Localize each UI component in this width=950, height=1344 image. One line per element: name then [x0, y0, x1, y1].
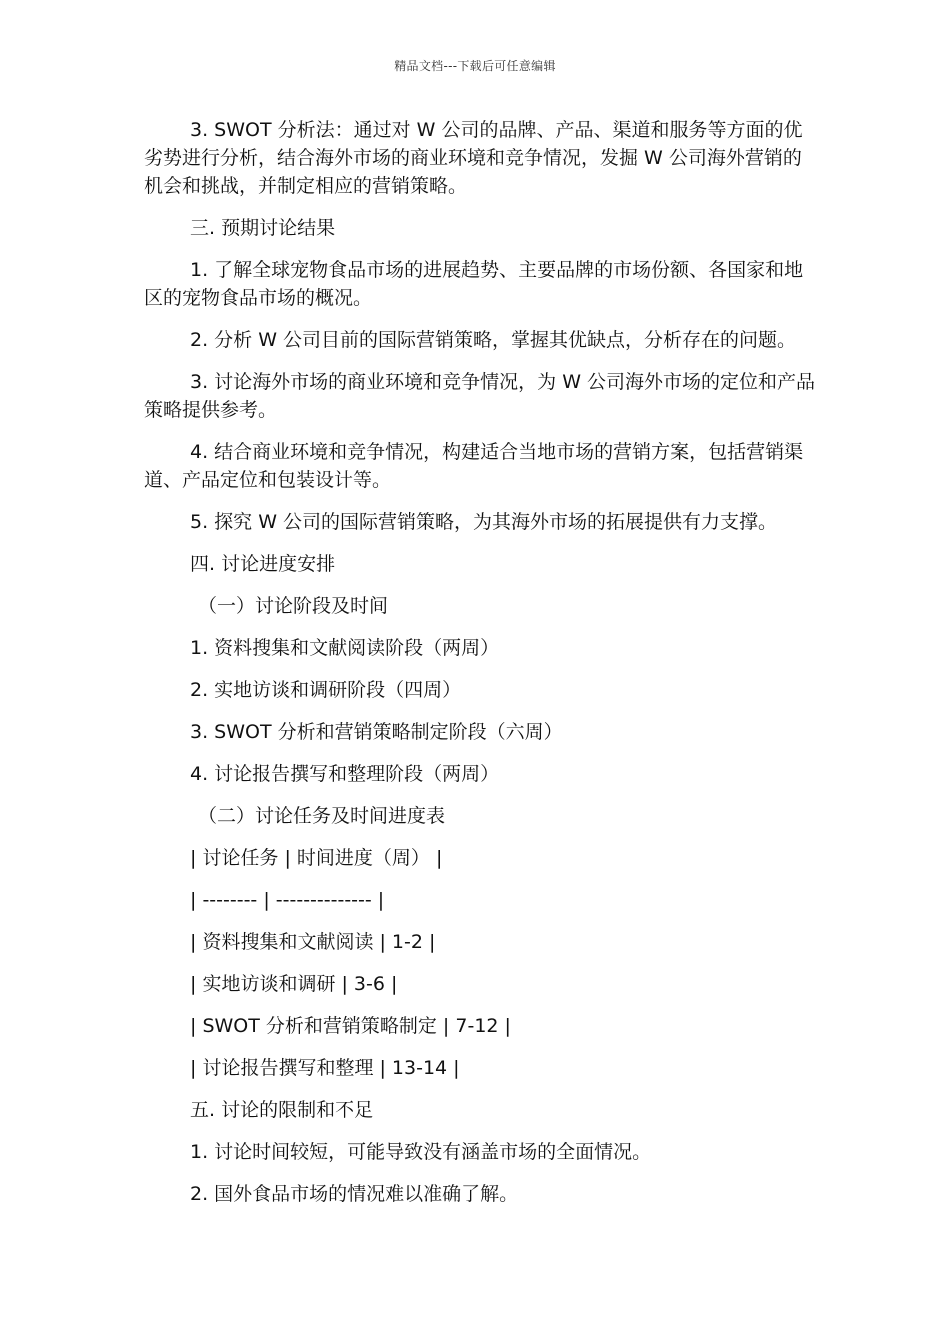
page-header: 精品文档---下载后可任意编辑	[394, 59, 556, 73]
subsection-heading-phases: （一）讨论阶段及时间	[198, 595, 389, 617]
paragraph-result-1: 1. 了解全球宠物食品市场的进展趋势、主要品牌的市场份额、各国家和地区的宠物食品市场的概况。	[144, 259, 804, 309]
document-body	[144, 116, 820, 1222]
section-heading-expected-results: 三. 预期讨论结果	[190, 217, 336, 239]
table-separator-row: | -------- | -------------- |	[190, 889, 385, 911]
paragraph-swot-method: 3. SWOT 分析法：通过对 W 公司的品牌、产品、渠道和服务等方面的优劣势进行分析，结合海外市场的商业环境和竞争情况，发掘 W 公司海外营销的机会和挑战，并制定相应的营销策略。	[144, 119, 803, 197]
section-heading-limitations: 五. 讨论的限制和不足	[190, 1099, 374, 1121]
paragraph-result-4: 4. 结合商业环境和竞争情况，构建适合当地市场的营销方案，包括营销渠道、产品定位和包装设计等。	[144, 441, 804, 491]
paragraph-result-3: 3. 讨论海外市场的商业环境和竞争情况，为 W 公司海外市场的定位和产品策略提供参考。	[144, 371, 816, 421]
table-row: | 讨论报告撰写和整理 | 13-14 |	[190, 1057, 460, 1079]
phase-item-1: 1. 资料搜集和文献阅读阶段（两周）	[190, 637, 500, 659]
paragraph-result-5: 5. 探究 W 公司的国际营销策略，为其海外市场的拓展提供有力支撑。	[190, 511, 778, 533]
table-row: | 资料搜集和文献阅读 | 1-2 |	[190, 931, 436, 953]
table-row: | SWOT 分析和营销策略制定 | 7-12 |	[190, 1015, 511, 1037]
section-heading-schedule: 四. 讨论进度安排	[190, 553, 336, 575]
limitation-item-2: 2. 国外食品市场的情况难以准确了解。	[190, 1183, 519, 1205]
phase-item-2: 2. 实地访谈和调研阶段（四周）	[190, 679, 462, 701]
paragraph-result-2: 2. 分析 W 公司目前的国际营销策略，掌握其优缺点，分析存在的问题。	[190, 329, 797, 351]
subsection-heading-task-table: （二）讨论任务及时间进度表	[198, 805, 446, 827]
table-header-row: | 讨论任务 | 时间进度（周） |	[190, 847, 443, 869]
limitation-item-1: 1. 讨论时间较短，可能导致没有涵盖市场的全面情况。	[190, 1141, 652, 1163]
table-row: | 实地访谈和调研 | 3-6 |	[190, 973, 398, 995]
phase-item-3: 3. SWOT 分析和营销策略制定阶段（六周）	[190, 721, 563, 743]
phase-item-4: 4. 讨论报告撰写和整理阶段（两周）	[190, 763, 500, 785]
